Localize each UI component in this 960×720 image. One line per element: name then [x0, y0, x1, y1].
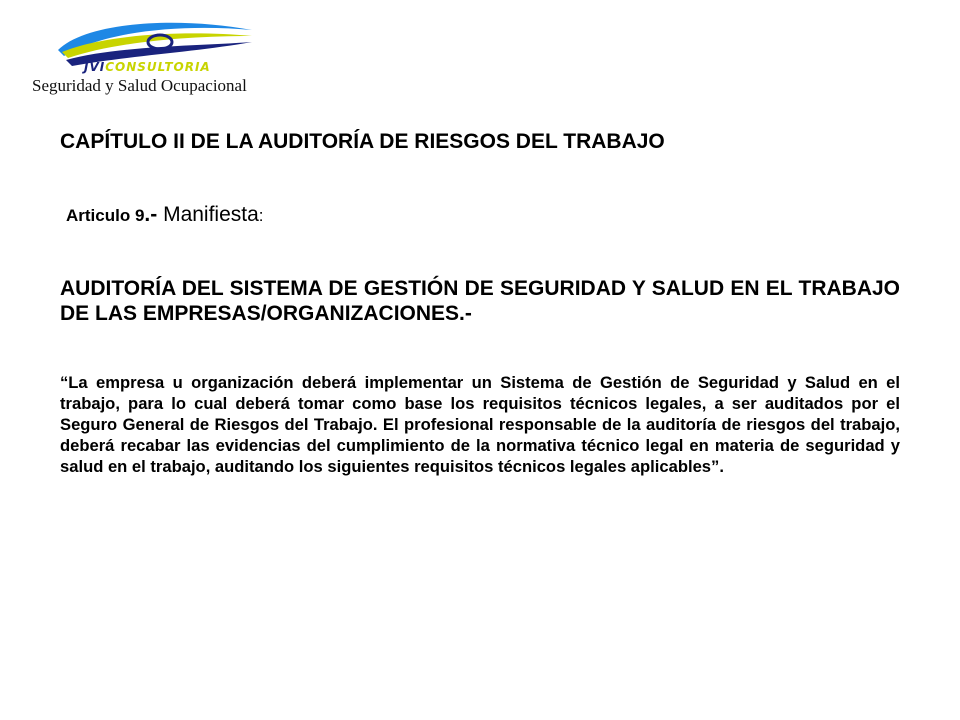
- article-separator: .-: [144, 203, 164, 226]
- article-label: Articulo 9: [66, 206, 145, 225]
- section-heading: AUDITORÍA DEL SISTEMA DE GESTIÓN DE SEGURIDAD Y SALUD EN EL TRABAJO DE LAS EMPRESAS/ORGANIZACIONES.-: [60, 277, 900, 325]
- logo-subtitle: Seguridad y Salud Ocupacional: [32, 76, 247, 95]
- article-colon: :: [258, 206, 264, 225]
- article-verb: Manifiesta: [163, 203, 259, 226]
- logo-wordmark: [84, 60, 211, 74]
- company-logo: [30, 14, 310, 104]
- logo-word-main: JVI: [84, 60, 106, 74]
- article-quote: “La empresa u organización deberá implementar un Sistema de Gestión de Seguridad y Salud en el trabajo, para lo cual deberá tomar como base los requisitos técnicos legales, a ser auditados por el Seguro General de Riesgos del Trabajo. El profesional responsable de la auditoría de riesgos del trabajo, deberá recabar las evidencias del cumplimiento de la normativa técnico legal en materia de seguridad y salud en el trabajo, auditando los siguientes requisitos técnicos legales aplicables”.: [60, 373, 900, 476]
- logo-word-accent: CONSULTORIA: [105, 60, 211, 74]
- article-line: [66, 203, 264, 227]
- chapter-title: CAPÍTULO II DE LA AUDITORÍA DE RIESGOS DEL TRABAJO: [60, 130, 665, 153]
